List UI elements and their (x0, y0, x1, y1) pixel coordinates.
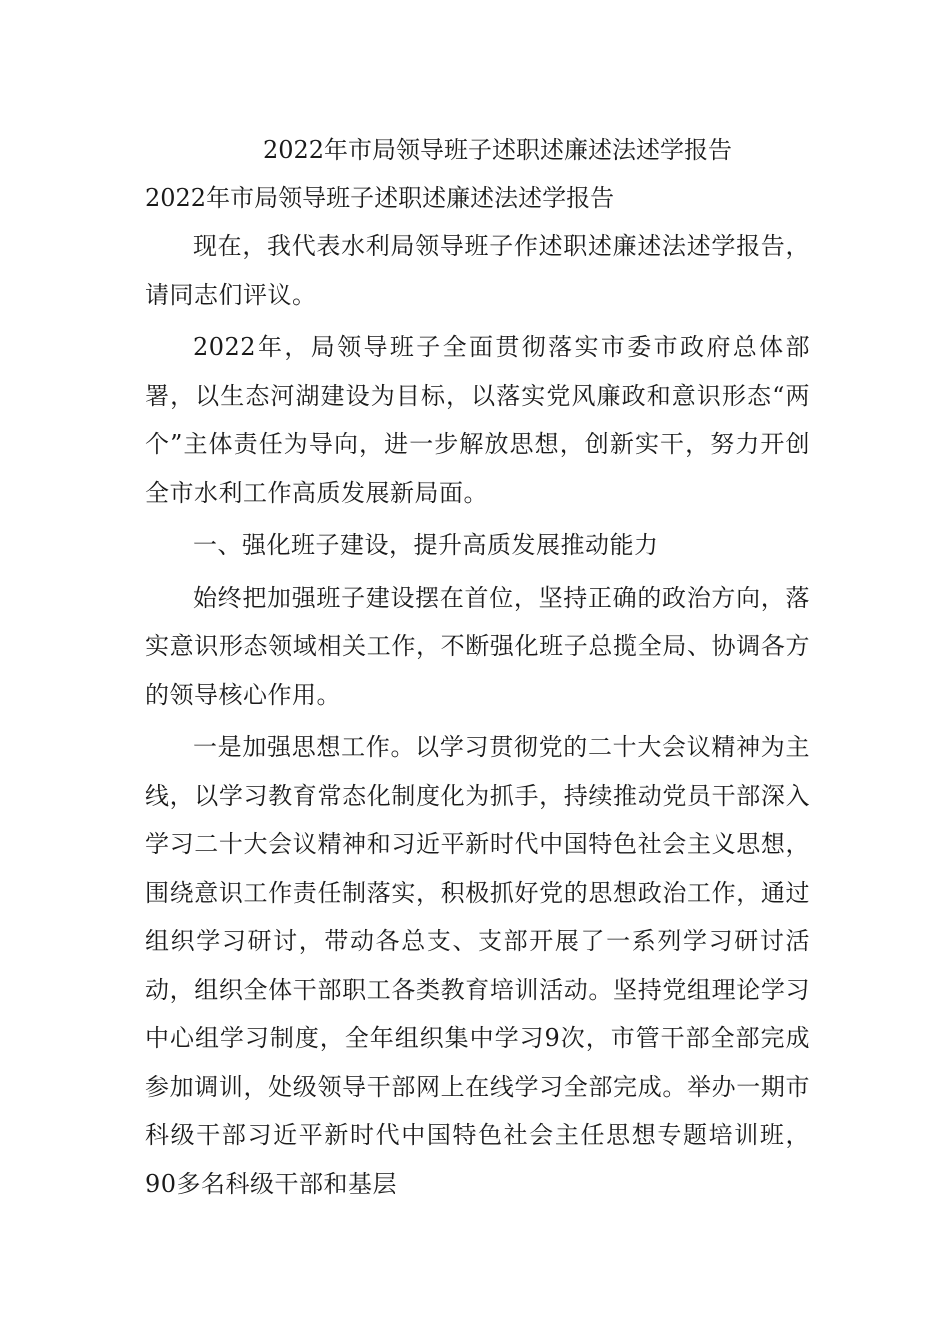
paragraph-thought-work: 一是加强思想工作。以学习贯彻党的二十大会议精神为主线，以学习教育常态化制度化为抓手，持续推动党员干部深入学习二十大会议精神和习近平新时代中国特色社会主义思想，围绕意识工作责任制落实，积极抓好党的思想政治工作，通过组织学习研讨，带动各总支、支部开展了一系列学习研讨活动，组织全体干部职工各类教育培训活动。坚持党组理论学习中心组学习制度，全年组织集中学习9次，市管干部全部完成参加调训，处级领导干部网上在线学习全部完成。举办一期市科级干部习近平新时代中国特色社会主任思想专题培训班，90多名科级干部和基层 (145, 733, 810, 1198)
paragraph-overview: 2022年，局领导班子全面贯彻落实市委市政府总体部署，以生态河湖建设为目标，以落实党风廉政和意识形态“两个”主体责任为导向，进一步解放思想，创新实干，努力开创全市水利工作高质发展新局面。 (145, 333, 810, 507)
paragraph-section-1-intro: 始终把加强班子建设摆在首位，坚持正确的政治方向，落实意识形态领域相关工作，不断强化班子总揽全局、协调各方的领导核心作用。 (145, 583, 810, 709)
document-title: 2022年市局领导班子述职述廉述法述学报告 (262, 136, 733, 164)
document-subtitle: 2022年市局领导班子述职述廉述法述学报告 (145, 184, 615, 212)
paragraph-intro: 现在，我代表水利局领导班子作述职述廉述法述学报告，请同志们评议。 (145, 232, 810, 309)
section-heading-1: 一、强化班子建设，提升高质发展推动能力 (193, 531, 659, 559)
document-body (145, 126, 810, 1212)
